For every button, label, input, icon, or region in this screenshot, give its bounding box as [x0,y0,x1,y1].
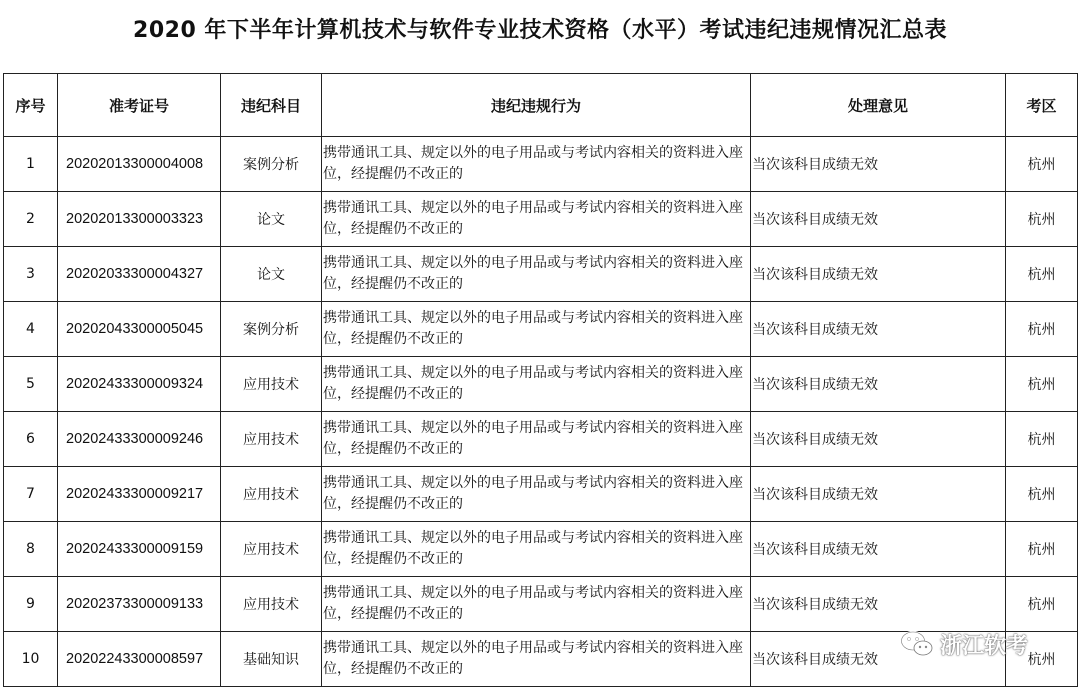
table-row [4,467,1078,522]
cell-subject: 案例分析 [221,137,322,192]
cell-area: 杭州 [1006,412,1078,467]
cell-exam-id: 20202433300009324 [58,357,221,412]
cell-result: 当次该科目成绩无效 [751,522,1006,577]
cell-result: 当次该科目成绩无效 [751,412,1006,467]
table-row [4,247,1078,302]
cell-behavior: 携带通讯工具、规定以外的电子用品或与考试内容相关的资料进入座位，经提醒仍不改正的 [322,632,751,687]
cell-exam-id: 20202033300004327 [58,247,221,302]
cell-subject: 基础知识 [221,632,322,687]
cell-exam-id: 20202373300009133 [58,577,221,632]
header-area: 考区 [1006,74,1078,137]
table-header-row [4,74,1078,137]
cell-behavior: 携带通讯工具、规定以外的电子用品或与考试内容相关的资料进入座位，经提醒仍不改正的 [322,577,751,632]
cell-result: 当次该科目成绩无效 [751,357,1006,412]
cell-behavior: 携带通讯工具、规定以外的电子用品或与考试内容相关的资料进入座位，经提醒仍不改正的 [322,247,751,302]
cell-seq: 10 [4,632,58,687]
cell-seq: 2 [4,192,58,247]
cell-area: 杭州 [1006,137,1078,192]
cell-behavior: 携带通讯工具、规定以外的电子用品或与考试内容相关的资料进入座位，经提醒仍不改正的 [322,357,751,412]
cell-area: 杭州 [1006,192,1078,247]
violations-table [3,73,1078,687]
cell-subject: 应用技术 [221,577,322,632]
cell-seq: 9 [4,577,58,632]
cell-area: 杭州 [1006,522,1078,577]
cell-exam-id: 20202433300009159 [58,522,221,577]
table-row [4,302,1078,357]
cell-area: 杭州 [1006,467,1078,522]
cell-behavior: 携带通讯工具、规定以外的电子用品或与考试内容相关的资料进入座位，经提醒仍不改正的 [322,192,751,247]
cell-exam-id: 20202243300008597 [58,632,221,687]
cell-area: 杭州 [1006,302,1078,357]
cell-behavior: 携带通讯工具、规定以外的电子用品或与考试内容相关的资料进入座位，经提醒仍不改正的 [322,412,751,467]
table-row [4,412,1078,467]
cell-subject: 案例分析 [221,302,322,357]
table-row [4,522,1078,577]
cell-behavior: 携带通讯工具、规定以外的电子用品或与考试内容相关的资料进入座位，经提醒仍不改正的 [322,467,751,522]
cell-result: 当次该科目成绩无效 [751,632,1006,687]
cell-seq: 3 [4,247,58,302]
cell-exam-id: 20202433300009246 [58,412,221,467]
cell-subject: 论文 [221,247,322,302]
table-row [4,357,1078,412]
cell-result: 当次该科目成绩无效 [751,467,1006,522]
cell-behavior: 携带通讯工具、规定以外的电子用品或与考试内容相关的资料进入座位，经提醒仍不改正的 [322,137,751,192]
cell-subject: 应用技术 [221,522,322,577]
cell-behavior: 携带通讯工具、规定以外的电子用品或与考试内容相关的资料进入座位，经提醒仍不改正的 [322,522,751,577]
cell-seq: 5 [4,357,58,412]
cell-exam-id: 20202043300005045 [58,302,221,357]
watermark-text: 浙江软考 [940,633,1029,659]
cell-result: 当次该科目成绩无效 [751,192,1006,247]
cell-exam-id: 20202433300009217 [58,467,221,522]
cell-subject: 应用技术 [221,467,322,522]
cell-area: 杭州 [1006,357,1078,412]
cell-exam-id: 20202013300003323 [58,192,221,247]
cell-area: 杭州 [1006,247,1078,302]
cell-behavior: 携带通讯工具、规定以外的电子用品或与考试内容相关的资料进入座位，经提醒仍不改正的 [322,302,751,357]
cell-seq: 8 [4,522,58,577]
header-exam-id: 准考证号 [58,74,221,137]
cell-seq: 7 [4,467,58,522]
header-subject: 违纪科目 [221,74,322,137]
table-row [4,137,1078,192]
header-behavior: 违纪违规行为 [322,74,751,137]
cell-seq: 4 [4,302,58,357]
cell-result: 当次该科目成绩无效 [751,577,1006,632]
table-row [4,577,1078,632]
cell-area: 杭州 [1006,632,1078,687]
header-seq: 序号 [4,74,58,137]
cell-subject: 应用技术 [221,412,322,467]
table-row [4,632,1078,687]
cell-result: 当次该科目成绩无效 [751,137,1006,192]
cell-seq: 1 [4,137,58,192]
header-result: 处理意见 [751,74,1006,137]
cell-result: 当次该科目成绩无效 [751,247,1006,302]
cell-seq: 6 [4,412,58,467]
cell-area: 杭州 [1006,577,1078,632]
cell-exam-id: 20202013300004008 [58,137,221,192]
table-row [4,192,1078,247]
page-title: 2020 年下半年计算机技术与软件专业技术资格（水平）考试违纪违规情况汇总表 [133,18,947,43]
cell-subject: 应用技术 [221,357,322,412]
cell-subject: 论文 [221,192,322,247]
cell-result: 当次该科目成绩无效 [751,302,1006,357]
